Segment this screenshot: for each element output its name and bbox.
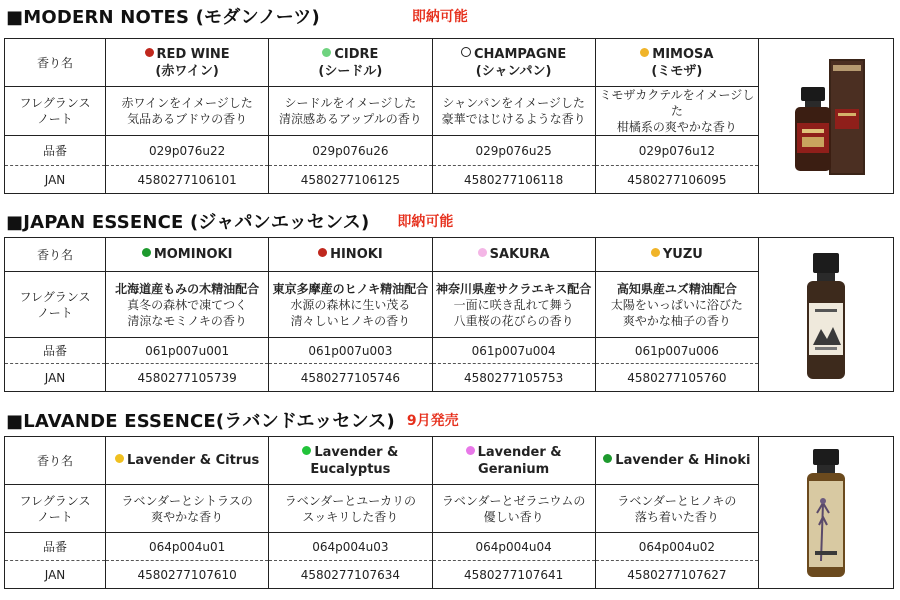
row-label-jan: JAN bbox=[5, 364, 106, 392]
color-dot-icon bbox=[461, 47, 471, 57]
bottle-with-box-image bbox=[771, 51, 881, 181]
fragrance-note-cell: ラベンダーとユーカリの スッキリした香り bbox=[269, 485, 432, 533]
color-dot-icon bbox=[640, 48, 649, 57]
row-label-jan: JAN bbox=[5, 561, 106, 589]
product-name-cell: YUZU bbox=[595, 238, 758, 272]
product-name-cell: CHAMPAGNE (シャンパン) bbox=[432, 39, 595, 87]
product-photo-japan-essence bbox=[759, 238, 894, 392]
color-dot-icon bbox=[142, 248, 151, 257]
color-dot-icon bbox=[318, 248, 327, 257]
item-number-cell: 061p007u004 bbox=[432, 338, 595, 364]
fragrance-note-cell: 高知県産ユズ精油配合 太陽をいっぱいに浴びた 爽やかな柚子の香り bbox=[595, 272, 758, 338]
row-label-item-no: 品番 bbox=[5, 338, 106, 364]
color-dot-icon bbox=[603, 454, 612, 463]
color-dot-icon bbox=[322, 48, 331, 57]
row-label-name: 香り名 bbox=[5, 39, 106, 87]
product-name-cell: MIMOSA (ミモザ) bbox=[595, 39, 758, 87]
availability-status: 即納可能 bbox=[397, 214, 454, 230]
fragrance-note-cell: シードルをイメージした 清涼感あるアップルの香り bbox=[269, 87, 432, 136]
product-name-cell: Lavender & Geranium bbox=[432, 437, 595, 485]
item-number-cell: 064p004u03 bbox=[269, 533, 432, 561]
color-dot-icon bbox=[302, 446, 311, 455]
item-number-cell: 029p076u26 bbox=[269, 136, 432, 166]
jan-code-cell: 4580277106101 bbox=[106, 166, 269, 194]
color-dot-icon bbox=[115, 454, 124, 463]
color-dot-icon bbox=[145, 48, 154, 57]
product-photo-lavande-essence bbox=[759, 437, 894, 589]
fragrance-note-cell: シャンパンをイメージした 豪華ではじけるような香り bbox=[432, 87, 595, 136]
fragrance-note-cell: 北海道産もみの木精油配合 真冬の森林で凍てつく 清涼なモミノキの香り bbox=[106, 272, 269, 338]
product-name-cell: MOMINOKI bbox=[106, 238, 269, 272]
row-label-item-no: 品番 bbox=[5, 533, 106, 561]
row-label-fragrance: フレグランス ノート bbox=[5, 87, 106, 136]
row-label-jan: JAN bbox=[5, 166, 106, 194]
row-label-name: 香り名 bbox=[5, 238, 106, 272]
section-header-lavande-essence bbox=[6, 406, 459, 434]
bottle-image bbox=[771, 245, 881, 385]
product-name-cell: HINOKI bbox=[269, 238, 432, 272]
jan-code-cell: 4580277107627 bbox=[595, 561, 758, 589]
jan-code-cell: 4580277106125 bbox=[269, 166, 432, 194]
product-name-cell: RED WINE (赤ワイン) bbox=[106, 39, 269, 87]
fragrance-note-cell: 神奈川県産サクラエキス配合 一面に咲き乱れて舞う 八重桜の花びらの香り bbox=[432, 272, 595, 338]
jan-code-cell: 4580277107634 bbox=[269, 561, 432, 589]
product-table-modern-notes bbox=[4, 38, 894, 194]
row-label-fragrance: フレグランス ノート bbox=[5, 485, 106, 533]
jan-code-cell: 4580277105746 bbox=[269, 364, 432, 392]
item-number-cell: 064p004u02 bbox=[595, 533, 758, 561]
fragrance-note-cell: 東京多摩産のヒノキ精油配合 水源の森林に生い茂る 清々しいヒノキの香り bbox=[269, 272, 432, 338]
jan-code-cell: 4580277105739 bbox=[106, 364, 269, 392]
product-name-cell: Lavender & Hinoki bbox=[595, 437, 758, 485]
item-number-cell: 061p007u003 bbox=[269, 338, 432, 364]
section-title: ■MODERN NOTES (モダンノーツ) bbox=[6, 7, 320, 28]
jan-code-cell: 4580277107610 bbox=[106, 561, 269, 589]
color-dot-icon bbox=[651, 248, 660, 257]
product-name-cell: CIDRE (シードル) bbox=[269, 39, 432, 87]
product-photo-modern-notes bbox=[759, 39, 894, 194]
section-title: ■LAVANDE ESSENCE(ラバンドエッセンス) bbox=[6, 411, 395, 432]
product-name-cell: Lavender & Eucalyptus bbox=[269, 437, 432, 485]
row-label-item-no: 品番 bbox=[5, 136, 106, 166]
jan-code-cell: 4580277105760 bbox=[595, 364, 758, 392]
section-title: ■JAPAN ESSENCE (ジャパンエッセンス) bbox=[6, 212, 370, 233]
item-number-cell: 029p076u22 bbox=[106, 136, 269, 166]
fragrance-note-cell: ラベンダーとゼラニウムの 優しい香り bbox=[432, 485, 595, 533]
jan-code-cell: 4580277105753 bbox=[432, 364, 595, 392]
color-dot-icon bbox=[466, 446, 475, 455]
jan-code-cell: 4580277106118 bbox=[432, 166, 595, 194]
item-number-cell: 061p007u001 bbox=[106, 338, 269, 364]
section-header-modern-notes bbox=[6, 2, 468, 30]
fragrance-note-cell: ラベンダーとヒノキの 落ち着いた香り bbox=[595, 485, 758, 533]
color-dot-icon bbox=[478, 248, 487, 257]
item-number-cell: 061p007u006 bbox=[595, 338, 758, 364]
item-number-cell: 064p004u01 bbox=[106, 533, 269, 561]
item-number-cell: 029p076u12 bbox=[595, 136, 758, 166]
row-label-name: 香り名 bbox=[5, 437, 106, 485]
fragrance-note-cell: 赤ワインをイメージした 気品あるブドウの香り bbox=[106, 87, 269, 136]
availability-status: 即納可能 bbox=[411, 9, 468, 25]
jan-code-cell: 4580277106095 bbox=[595, 166, 758, 194]
section-header-japan-essence bbox=[6, 207, 453, 235]
item-number-cell: 064p004u04 bbox=[432, 533, 595, 561]
product-table-lavande-essence bbox=[4, 436, 894, 589]
product-table-japan-essence bbox=[4, 237, 894, 392]
item-number-cell: 029p076u25 bbox=[432, 136, 595, 166]
product-name-cell: Lavender & Citrus bbox=[106, 437, 269, 485]
jan-code-cell: 4580277107641 bbox=[432, 561, 595, 589]
fragrance-note-cell: ラベンダーとシトラスの 爽やかな香り bbox=[106, 485, 269, 533]
row-label-fragrance: フレグランス ノート bbox=[5, 272, 106, 338]
product-name-cell: SAKURA bbox=[432, 238, 595, 272]
availability-status: 9月発売 bbox=[406, 413, 459, 429]
bottle-image bbox=[771, 443, 881, 583]
fragrance-note-cell: ミモザカクテルをイメージした 柑橘系の爽やかな香り bbox=[595, 87, 758, 136]
